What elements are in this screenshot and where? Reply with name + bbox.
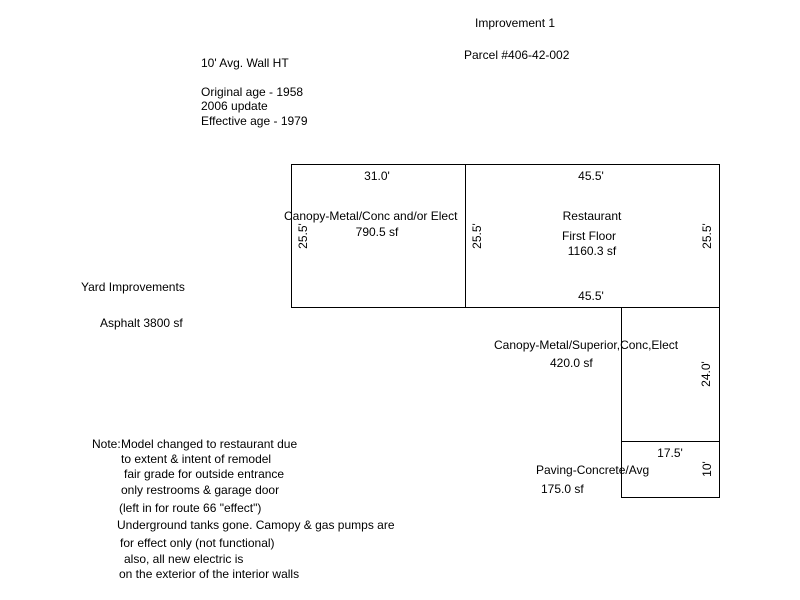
note-line: to extent & intent of remodel	[121, 452, 272, 466]
restaurant-area-value: 1160.3 sf	[567, 244, 617, 258]
note-line: only restrooms & garage door	[121, 483, 280, 497]
canopy-left-left-dimension: 25.5'	[296, 223, 310, 249]
page-title: Improvement 1	[475, 16, 556, 30]
paving-right-dimension: 10'	[700, 461, 714, 477]
restaurant-top-dimension: 45.5'	[578, 169, 604, 183]
yard-improvements-title: Yard Improvements	[81, 280, 185, 294]
canopy-right-area-value: 420.0 sf	[550, 356, 593, 370]
canopy-left-area-value: 790.5 sf	[355, 225, 399, 239]
restaurant-left-dimension: 25.5'	[470, 223, 484, 249]
note-line: for effect only (not functional)	[120, 536, 275, 550]
note-line: on the exterior of the interior walls	[119, 567, 300, 581]
original-age-text: Original age - 1958	[201, 85, 304, 99]
note-line: (left in for route 66 "effect")	[119, 501, 262, 515]
update-text: 2006 update	[201, 99, 268, 113]
restaurant-right-dimension: 25.5'	[700, 223, 714, 249]
restaurant-bottom-dimension: 45.5'	[578, 289, 604, 303]
canopy-right-label: Canopy-Metal/Superior,Conc,Elect	[494, 338, 679, 352]
note-line: also, all new electric is	[124, 552, 244, 566]
restaurant-floor-label: First Floor	[562, 229, 616, 243]
parcel-number: Parcel #406-42-002	[464, 48, 570, 62]
asphalt-text: Asphalt 3800 sf	[100, 316, 183, 330]
note-line: Underground tanks gone. Camopy & gas pumps are	[117, 518, 395, 532]
canopy-left-label: Canopy-Metal/Conc and/or Elect	[284, 209, 458, 223]
wall-height-text: 10' Avg. Wall HT	[201, 56, 289, 70]
paving-area-value: 175.0 sf	[541, 482, 584, 496]
paving-top-dimension: 17.5'	[657, 446, 683, 460]
effective-age-text: Effective age - 1979	[201, 114, 308, 128]
paving-label: Paving-Concrete/Avg	[536, 463, 650, 477]
note-prefix: Note:	[92, 437, 121, 451]
restaurant-label: Restaurant	[562, 209, 622, 223]
canopy-right-right-dimension: 24.0'	[699, 361, 713, 387]
canopy-left-top-dimension: 31.0'	[364, 169, 390, 183]
note-line: fair grade for outside entrance	[124, 467, 285, 481]
note-line: Model changed to restaurant due	[121, 437, 298, 451]
